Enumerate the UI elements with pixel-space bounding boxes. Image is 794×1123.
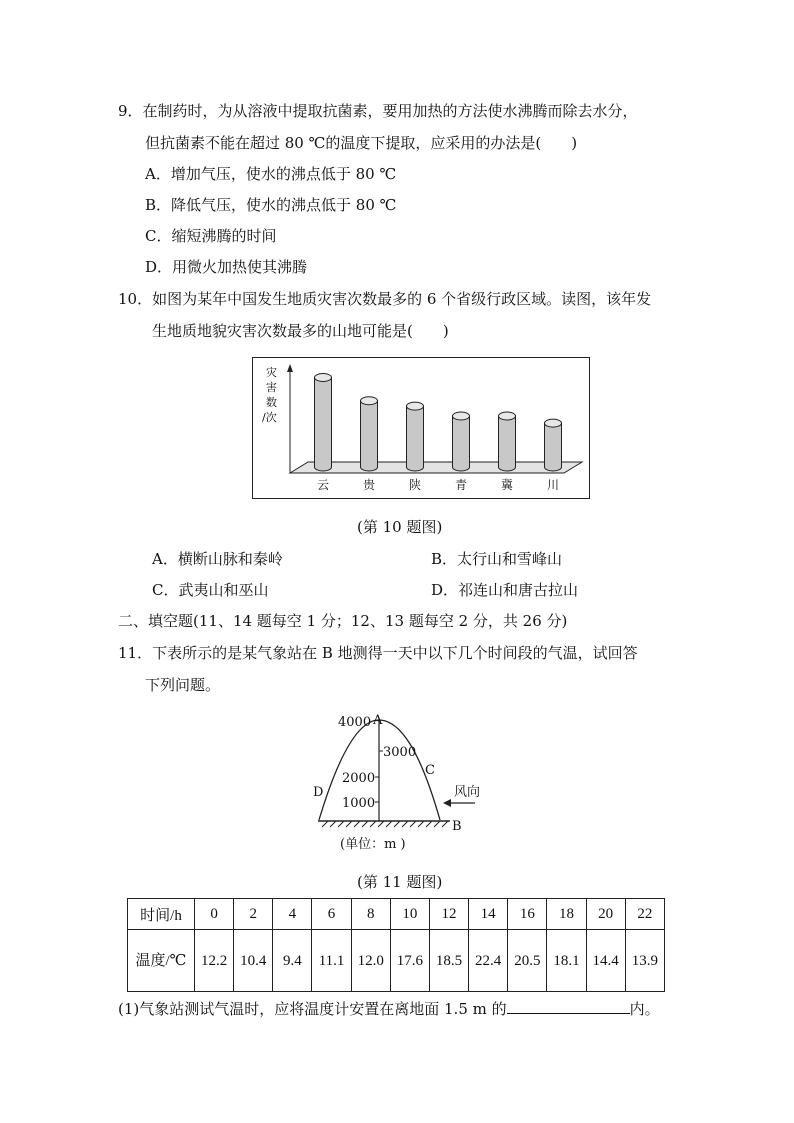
time-cell: 12: [429, 899, 468, 930]
wind-arrowhead: [443, 799, 451, 807]
y-axis-label-char: 灾: [266, 366, 277, 379]
time-cell: 22: [625, 899, 664, 930]
wind-label: 风向: [454, 785, 481, 800]
q9-option-c: C．缩短沸腾的时间: [145, 227, 277, 245]
label-c: C: [425, 763, 435, 778]
y-axis-label-char: /次: [262, 411, 277, 424]
label-a: A: [373, 713, 383, 728]
time-cell: 18: [547, 899, 586, 930]
table-row-temp: [128, 930, 665, 992]
bar-冀: [499, 412, 516, 471]
time-cell: 6: [312, 899, 351, 930]
time-cell: 8: [351, 899, 390, 930]
section2-heading: 二、填空题(11、14 题每空 1 分；12、13 题每空 2 分，共 26 分): [118, 612, 568, 630]
temp-cell: 9.4: [273, 930, 312, 992]
temp-cell: 12.0: [351, 930, 390, 992]
label-2000: 2000: [342, 771, 376, 786]
q9-option-a: A．增加气压，使水的沸点低于 80 ℃: [145, 165, 397, 183]
category-label: 冀: [500, 478, 514, 492]
label-4000: 4000: [338, 715, 372, 730]
q10-line2: 生地质地貌灾害次数最多的山地可能是( ): [152, 322, 449, 340]
category-label: 川: [546, 478, 560, 492]
temp-cell: 18.5: [429, 930, 468, 992]
bar-贵: [361, 397, 378, 471]
table-row-time: [128, 899, 665, 930]
mountain-diagram: [312, 708, 481, 854]
header-temp: 温度/℃: [128, 930, 195, 992]
temp-cell: 13.9: [625, 930, 664, 992]
unit-label: (单位：m ): [340, 837, 406, 852]
temp-cell: 10.4: [234, 930, 273, 992]
q9-option-d: D．用微火加热使其沸腾: [145, 258, 308, 276]
time-cell: 20: [586, 899, 625, 930]
bar-青: [453, 412, 470, 471]
q10-line1: 10．如图为某年中国发生地质灾害次数最多的 6 个省级行政区域。读图，该年发: [118, 290, 652, 308]
temp-cell: 12.2: [195, 930, 234, 992]
category-label: 云: [316, 478, 330, 492]
q11-line2: 下列问题。: [145, 676, 221, 694]
temp-cell: 11.1: [312, 930, 351, 992]
label-3000: 3000: [383, 745, 417, 760]
bar-陕: [407, 402, 424, 471]
temp-cell: 17.6: [390, 930, 429, 992]
temp-cell: 20.5: [508, 930, 547, 992]
time-cell: 16: [508, 899, 547, 930]
category-label: 青: [454, 478, 468, 492]
time-cell: 4: [273, 899, 312, 930]
q11-sub1: [118, 999, 660, 1019]
answer-blank[interactable]: [507, 999, 630, 1014]
q10-option-b: B．太行山和雪峰山: [431, 550, 563, 568]
temp-cell: 18.1: [547, 930, 586, 992]
q10-option-c: C．武夷山和巫山: [152, 581, 269, 599]
label-d: D: [313, 785, 324, 800]
label-1000: 1000: [342, 796, 376, 811]
q11-sub1-end: 内。: [629, 1000, 660, 1018]
time-cell: 14: [469, 899, 508, 930]
temp-cell: 14.4: [586, 930, 625, 992]
category-label: 陕: [408, 478, 422, 492]
label-b: B: [452, 819, 462, 834]
q10-caption: (第 10 题图): [357, 518, 443, 536]
temperature-table: [127, 898, 665, 992]
header-time: 时间/h: [128, 899, 195, 930]
bar-云: [315, 373, 332, 471]
bar-川: [545, 419, 562, 471]
q9-line2: 但抗菌素不能在超过 80 ℃的温度下提取，应采用的办法是( ): [145, 134, 578, 152]
q10-option-d: D．祁连山和唐古拉山: [431, 581, 579, 599]
time-cell: 2: [234, 899, 273, 930]
q9-option-b: B．降低气压，使水的沸点低于 80 ℃: [145, 196, 397, 214]
q11-line1: 11．下表所示的是某气象站在 B 地测得一天中以下几个时间段的气温，试回答: [118, 644, 638, 662]
q11-caption: (第 11 题图): [357, 873, 443, 891]
y-axis-label-char: 害: [266, 381, 277, 394]
q10-option-a: A．横断山脉和秦岭: [152, 550, 283, 568]
y-axis-label-char: 数: [266, 396, 277, 409]
time-cell: 10: [390, 899, 429, 930]
q9-line1: 9．在制药时，为从溶液中提取抗菌素，要用加热的方法使水沸腾而除去水分，: [118, 102, 638, 120]
disaster-bar-chart: [252, 357, 590, 499]
category-label: 贵: [362, 478, 376, 492]
time-cell: 0: [195, 899, 234, 930]
q11-sub1-text: (1)气象站测试气温时，应将温度计安置在离地面 1.5 m 的: [118, 1000, 507, 1018]
temp-cell: 22.4: [469, 930, 508, 992]
